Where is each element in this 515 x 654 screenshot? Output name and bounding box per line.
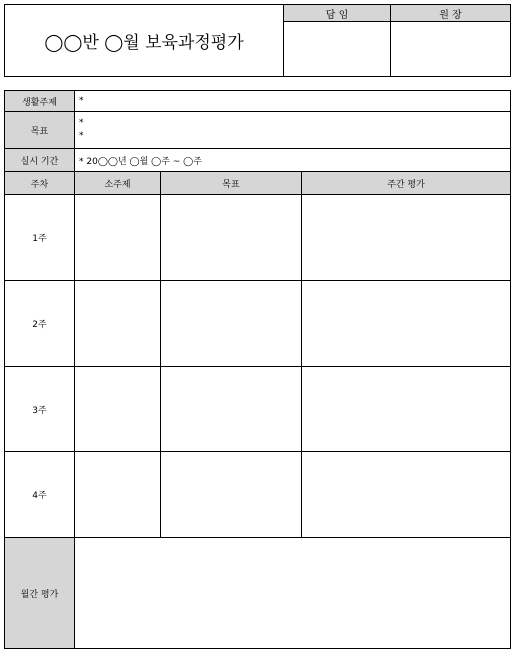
subtopic-cell[interactable] <box>75 367 161 452</box>
monthly-eval-field[interactable] <box>75 538 511 649</box>
col-goal-header: 목표 <box>161 172 302 195</box>
col-subtopic-header: 소주제 <box>75 172 161 195</box>
theme-label: 생활주제 <box>5 91 75 112</box>
goal-cell[interactable] <box>161 281 302 367</box>
subtopic-cell[interactable] <box>75 452 161 538</box>
homeroom-sign-label: 담 임 <box>284 5 391 22</box>
weekly-eval-cell[interactable] <box>302 195 511 281</box>
subtopic-cell[interactable] <box>75 195 161 281</box>
evaluation-form <box>4 90 511 649</box>
theme-field[interactable]: * <box>75 91 511 112</box>
weekly-eval-cell[interactable] <box>302 281 511 367</box>
goal-label: 목표 <box>5 112 75 149</box>
period-field[interactable]: * 20◯◯년 ◯월 ◯주 ~ ◯주 <box>75 149 511 172</box>
subtopic-cell[interactable] <box>75 281 161 367</box>
period-label: 실시 기간 <box>5 149 75 172</box>
col-weekly-eval-header: 주간 평가 <box>302 172 511 195</box>
monthly-eval-label: 월간 평가 <box>5 538 75 649</box>
week-row <box>5 367 511 452</box>
director-sign-label: 원 장 <box>391 5 511 22</box>
week-label: 2주 <box>5 281 75 367</box>
goal-cell[interactable] <box>161 195 302 281</box>
director-sign-box[interactable] <box>391 22 511 77</box>
homeroom-sign-box[interactable] <box>284 22 391 77</box>
goal-cell[interactable] <box>161 452 302 538</box>
page-title: ◯◯반 ◯월 보육과정평가 <box>5 5 284 77</box>
week-row <box>5 195 511 281</box>
week-label: 1주 <box>5 195 75 281</box>
week-label: 4주 <box>5 452 75 538</box>
week-row <box>5 281 511 367</box>
weekly-eval-cell[interactable] <box>302 367 511 452</box>
weekly-eval-cell[interactable] <box>302 452 511 538</box>
week-row <box>5 452 511 538</box>
goal-line-2: * <box>79 131 84 141</box>
header-table <box>4 4 511 77</box>
col-week-header: 주차 <box>5 172 75 195</box>
goal-line-1: * <box>79 118 84 128</box>
week-label: 3주 <box>5 367 75 452</box>
goal-cell[interactable] <box>161 367 302 452</box>
goal-field[interactable] <box>75 112 511 149</box>
